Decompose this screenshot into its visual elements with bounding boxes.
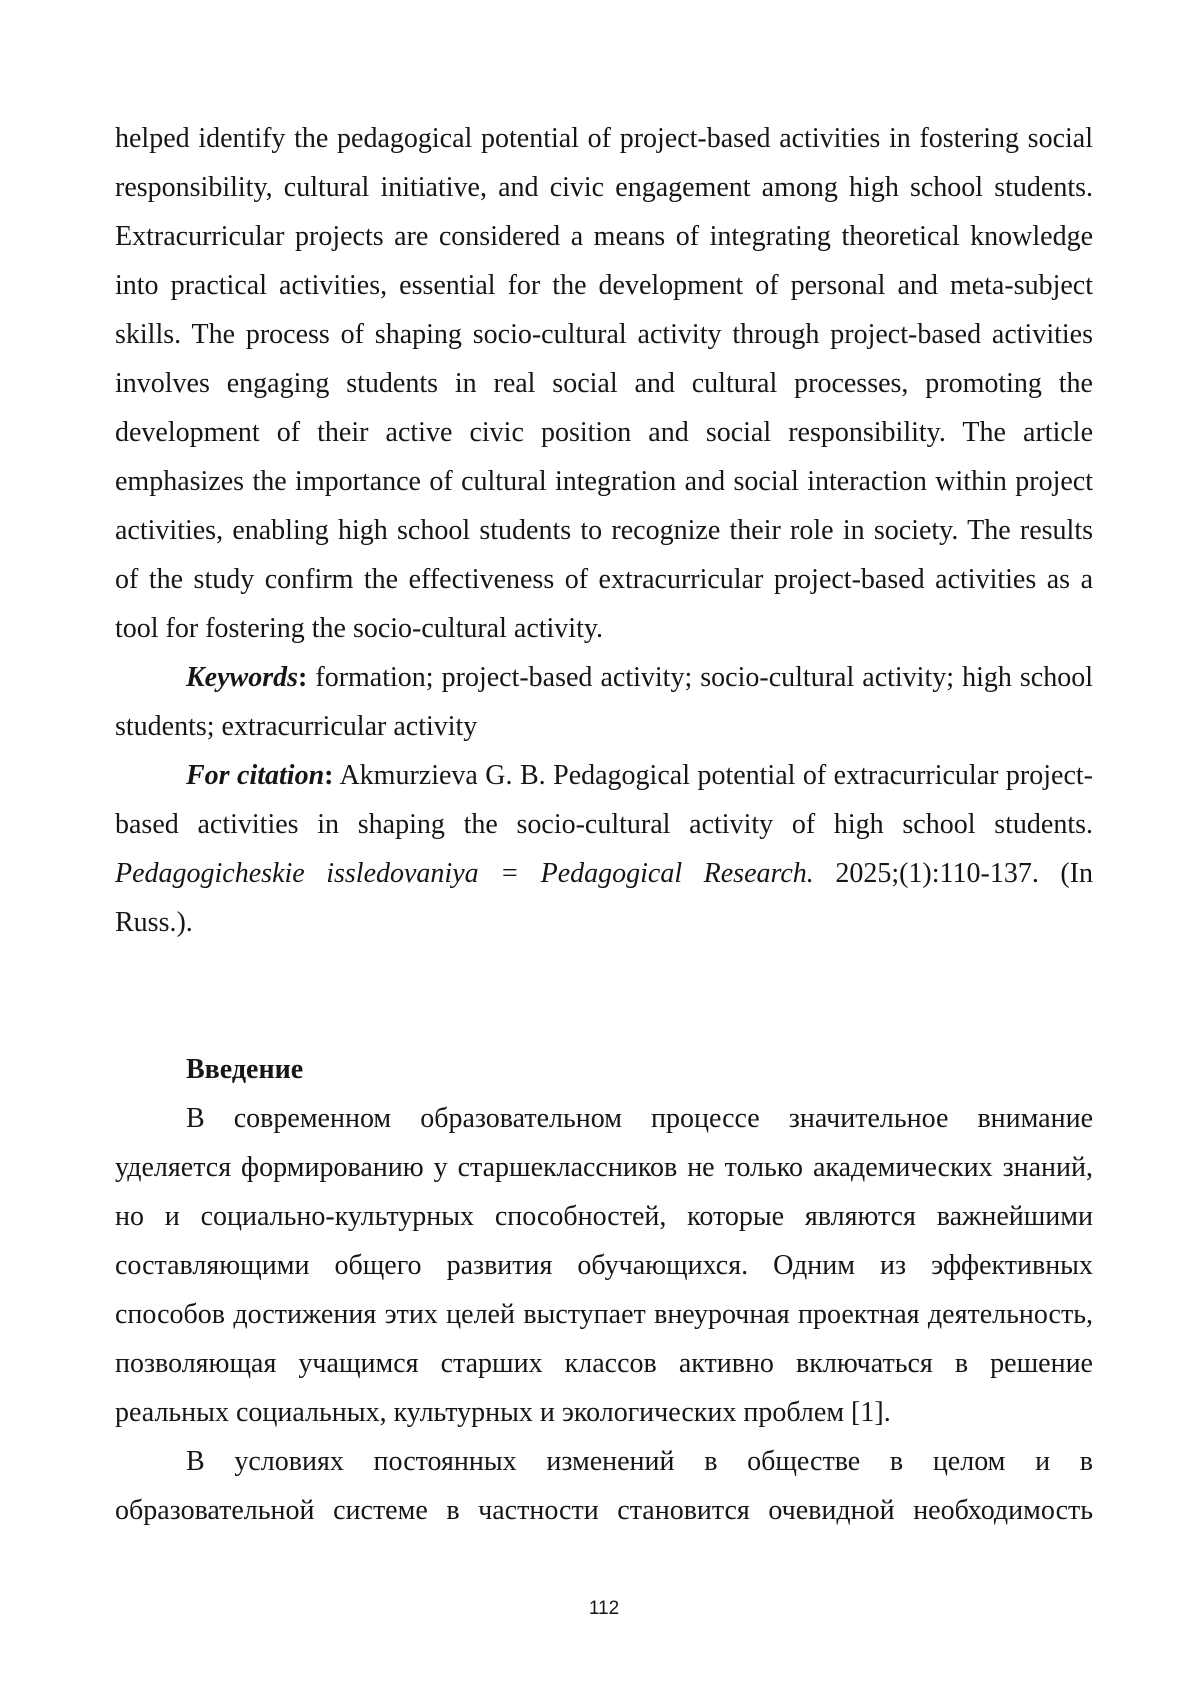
citation-line — [115, 751, 1093, 800]
keywords-colon: : — [298, 662, 308, 693]
abstract-line: Extracurricular projects are considered a means of integrating theoretical knowledge — [115, 221, 1093, 252]
section-spacer — [115, 947, 1093, 1045]
introduction-line: В современном образовательном процессе значительное внимание — [186, 1103, 1093, 1134]
keywords-text: formation; project-based activity; socio-cultural activity; high school — [315, 662, 1093, 693]
citation-paragraph — [115, 751, 1093, 947]
introduction-line: но и социально-культурных способностей, которые являются важнейшими — [115, 1201, 1093, 1232]
introduction-line: образовательной системе в частности становится очевидной необходимость — [115, 1495, 1093, 1526]
introduction-paragraph — [115, 1437, 1093, 1535]
citation-text: Akmurzieva G. B. Pedagogical potential of extracurricular project- — [339, 760, 1093, 791]
introduction-line: способов достижения этих целей выступает внеурочная проектная деятельность, — [115, 1299, 1093, 1330]
keywords-line — [115, 653, 1093, 702]
citation-text: Russ.). — [115, 907, 193, 938]
keywords-text: students; extracurricular activity — [115, 711, 478, 742]
keywords-paragraph — [115, 653, 1093, 751]
citation-text: 2025;(1):110-137. (In — [835, 858, 1093, 889]
citation-colon: : — [324, 760, 334, 791]
abstract-line: into practical activities, essential for the development of personal and meta-subject — [115, 270, 1093, 301]
introduction-line: позволяющая учащимся старших классов активно включаться в решение — [115, 1348, 1093, 1379]
abstract-line: skills. The process of shaping socio-cultural activity through project-based activities — [115, 319, 1093, 350]
journal-title: Pedagogicheskie issledovaniya = Pedagogical Research. — [115, 858, 814, 889]
citation-line — [115, 849, 1093, 898]
abstract-line: helped identify the pedagogical potential of project-based activities in fostering social — [115, 123, 1093, 154]
abstract-line: involves engaging students in real social and cultural processes, promoting the — [115, 368, 1093, 399]
abstract-line: responsibility, cultural initiative, and civic engagement among high school students. — [115, 172, 1093, 203]
introduction-heading-line — [115, 1045, 1093, 1094]
abstract-line: tool for fostering the socio-cultural activity. — [115, 613, 604, 644]
introduction-line: составляющими общего развития обучающихся. Одним из эффективных — [115, 1250, 1093, 1281]
abstract-paragraph — [115, 114, 1093, 653]
introduction-line: реальных социальных, культурных и экологических проблем [1]. — [115, 1397, 891, 1428]
introduction-line: В условиях постоянных изменений в обществе в целом и в — [186, 1446, 1093, 1477]
citation-text: based activities in shaping the socio-cultural activity of high school students. — [115, 809, 1093, 840]
introduction-line: уделяется формированию у старшеклассников не только академических знаний, — [115, 1152, 1093, 1183]
page-number: 112 — [588, 1598, 620, 1619]
body-text — [115, 114, 1093, 1535]
citation-line — [115, 898, 1093, 947]
abstract-line: activities, enabling high school students to recognize their role in society. The results — [115, 515, 1093, 546]
introduction-paragraph — [115, 1094, 1093, 1437]
section-heading: Введение — [186, 1054, 304, 1085]
abstract-line: development of their active civic position and social responsibility. The article — [115, 417, 1093, 448]
keywords-line — [115, 702, 1093, 751]
abstract-line: emphasizes the importance of cultural integration and social interaction within project — [115, 466, 1093, 497]
keywords-label: Keywords — [186, 662, 298, 693]
citation-label: For citation — [186, 760, 325, 791]
abstract-line: of the study confirm the effectiveness of extracurricular project-based activities as a — [115, 564, 1093, 595]
citation-line — [115, 800, 1093, 849]
